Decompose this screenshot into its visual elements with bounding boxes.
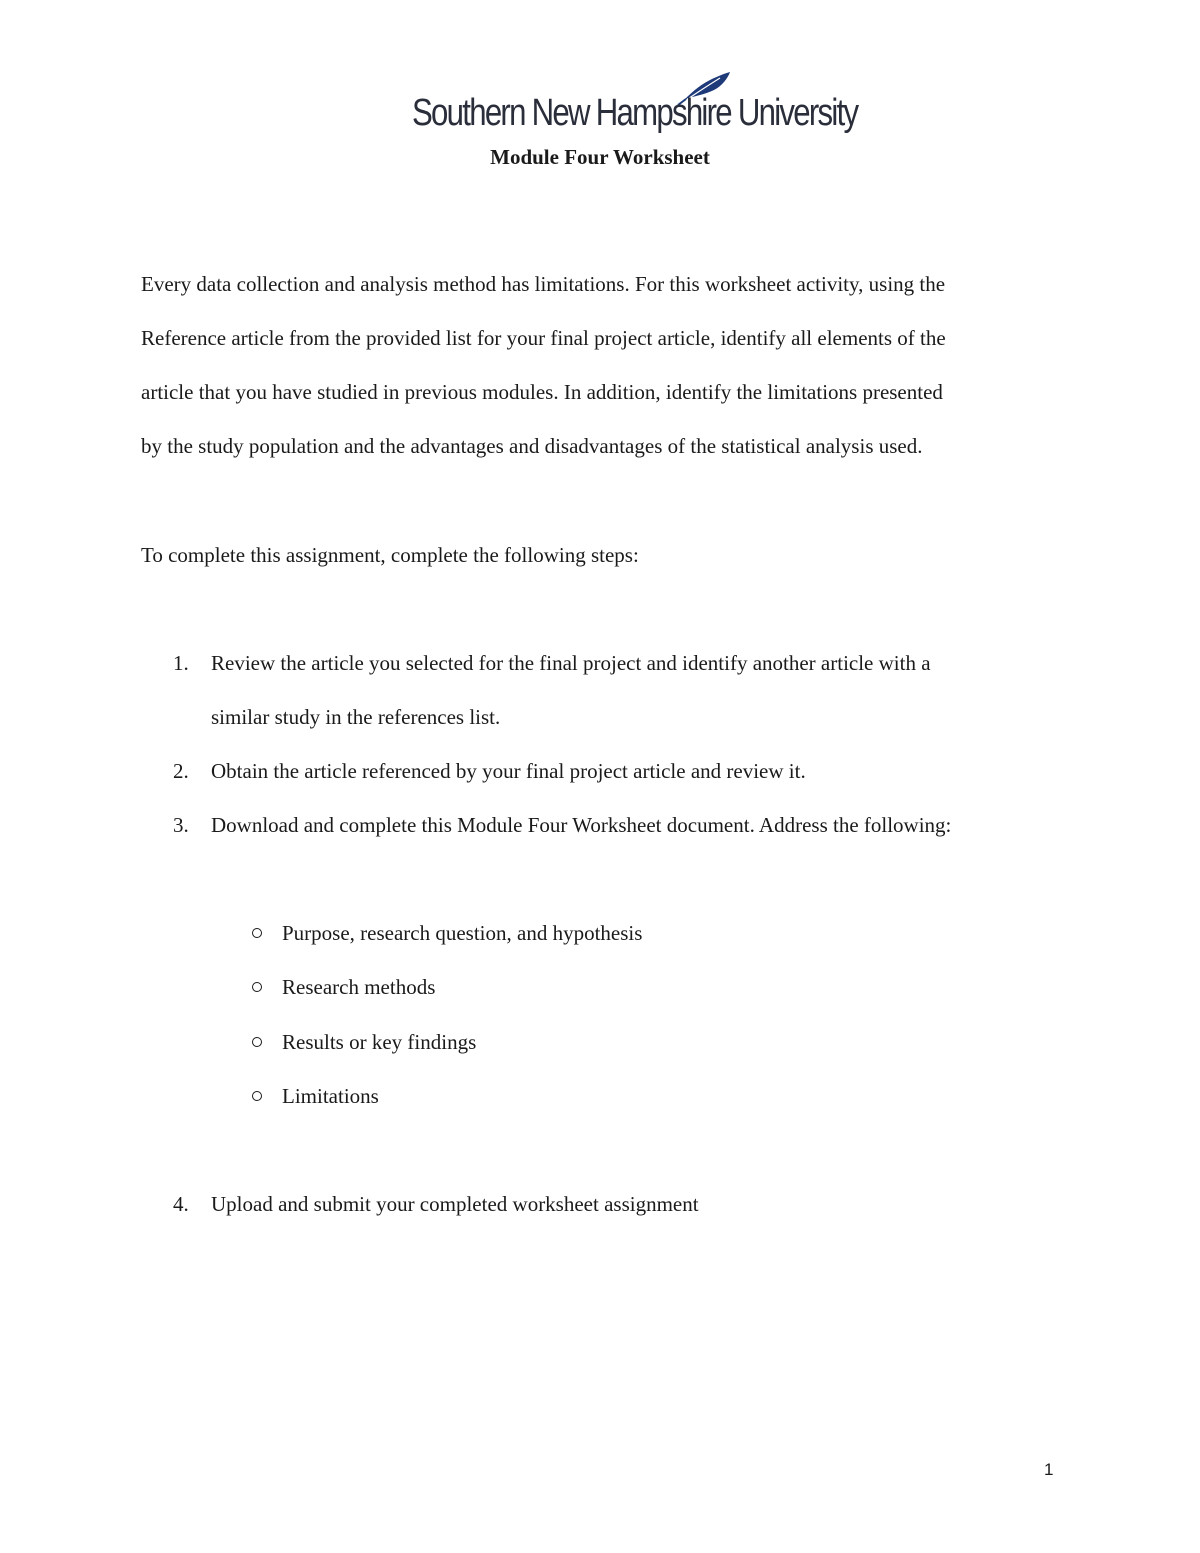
document-title: Module Four Worksheet <box>490 145 710 169</box>
logo-text: Southern New Hampshire University <box>412 92 858 134</box>
university-logo <box>412 70 858 136</box>
step-text: Review the article you selected for the final project and identify another article with a <box>211 651 931 675</box>
intro-paragraph <box>141 257 1061 473</box>
sub-item-text: Purpose, research question, and hypothesis <box>282 921 643 945</box>
step-text: similar study in the references list. <box>211 705 501 729</box>
circle-bullet-icon <box>252 982 262 992</box>
intro-line: article that you have studied in previous modules. In addition, identify the limitations presented <box>141 380 943 404</box>
circle-bullet-icon <box>252 928 262 938</box>
steps-intro-text: To complete this assignment, complete the following steps: <box>141 543 639 567</box>
step-text: Obtain the article referenced by your final project article and review it. <box>211 759 806 783</box>
sub-item-text: Limitations <box>282 1084 379 1108</box>
sub-item-text: Results or key findings <box>282 1030 477 1054</box>
page-number: 1 <box>1044 1460 1054 1479</box>
intro-line: Every data collection and analysis method has limitations. For this worksheet activity, using the <box>141 272 946 296</box>
intro-line: Reference article from the provided list for your final project article, identify all elements of the <box>141 326 946 350</box>
step-number: 3. <box>173 813 189 837</box>
sub-item-text: Research methods <box>282 975 436 999</box>
intro-line: by the study population and the advantages and disadvantages of the statistical analysis used. <box>141 434 923 458</box>
step-number: 4. <box>173 1192 189 1216</box>
steps-intro <box>141 528 1061 582</box>
step-text: Upload and submit your completed worksheet assignment <box>211 1192 699 1216</box>
step-number: 1. <box>173 651 189 675</box>
step-text: Download and complete this Module Four Worksheet document. Address the following: <box>211 813 952 837</box>
step-number: 2. <box>173 759 189 783</box>
circle-bullet-icon <box>252 1037 262 1047</box>
circle-bullet-icon <box>252 1091 262 1101</box>
